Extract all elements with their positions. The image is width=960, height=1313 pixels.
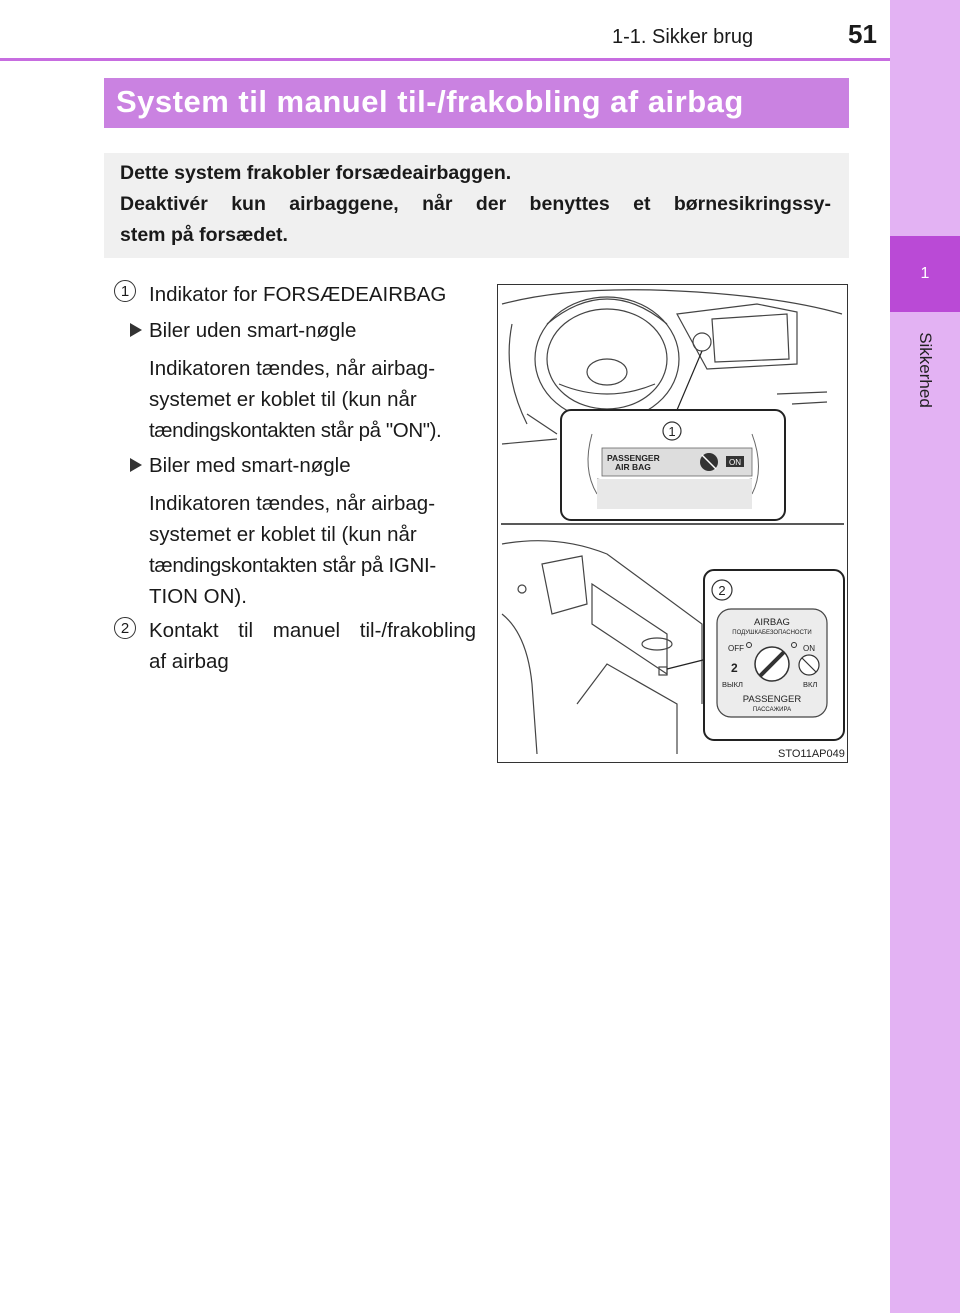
sub-heading-no-smart-key: Biler uden smart-nøgle <box>149 319 357 342</box>
section-title: 1-1. Sikker brug <box>612 26 754 48</box>
indicator-on-text: ON <box>729 458 741 467</box>
item-1-label: Indikator for FORSÆDEAIRBAG <box>149 283 447 306</box>
airbag-illustration <box>497 284 848 763</box>
sub-text-line: Indikatoren tændes, når airbag- <box>149 492 436 515</box>
switch-title-ru: ПОДУШКАБЕЗОПАСНОСТИ <box>732 630 812 636</box>
item-2-line: Kontakt til manuel til-/frakobling <box>149 619 476 642</box>
bullet-triangle-icon <box>130 458 142 472</box>
sub-text-line: TION ON). <box>149 585 247 608</box>
switch-on-ru: ВКЛ <box>803 680 818 689</box>
page-heading: System til manuel til-/frakobling af airbag <box>116 84 744 119</box>
switch-digit: 2 <box>731 661 738 675</box>
intro-line-3: stem på forsædet. <box>120 224 288 246</box>
bullet-triangle-icon <box>130 323 142 337</box>
sub-text-line: tændingskontakten står på IGNI- <box>149 554 436 577</box>
sub-heading-smart-key: Biler med smart-nøgle <box>149 454 351 477</box>
side-tab <box>890 0 960 1313</box>
intro-box <box>104 153 849 258</box>
figure-callout-1: 1 <box>668 424 676 439</box>
sub-text-line: systemet er koblet til (kun når <box>149 388 417 411</box>
item-number-2: 2 <box>114 617 136 639</box>
intro-line-1: Dette system frakobler forsædeairbaggen. <box>120 162 512 184</box>
switch-passenger-ru: ПАССАЖИРА <box>752 707 792 713</box>
chapter-label: Sikkerhed <box>916 332 935 408</box>
page-number: 51 <box>848 19 877 49</box>
page-heading-bar <box>104 78 849 128</box>
figure-code: STO11AP049 <box>778 748 845 760</box>
chapter-number-tab: 1 <box>890 236 960 312</box>
indicator-passenger-text: PASSENGER <box>607 453 660 463</box>
item-2-line: af airbag <box>149 650 229 673</box>
header-rule <box>0 58 890 61</box>
item-number-1: 1 <box>114 280 136 302</box>
sub-text-line: systemet er koblet til (kun når <box>149 523 417 546</box>
sub-text-line: tændingskontakten står på "ON"). <box>149 419 442 442</box>
indicator-airbag-text: AIR BAG <box>615 462 651 472</box>
switch-title: AIRBAG <box>754 617 790 628</box>
sub-text-line: Indikatoren tændes, når airbag- <box>149 357 436 380</box>
figure-callout-2: 2 <box>718 583 726 598</box>
switch-off-ru: ВЫКЛ <box>722 680 743 689</box>
switch-on-text: ON <box>803 644 815 653</box>
switch-passenger-text: PASSENGER <box>742 694 802 705</box>
intro-line-2: Deaktivér kun airbaggene, når der benyttes et børnesikringssy- <box>120 193 831 215</box>
switch-off-text: OFF <box>728 644 744 653</box>
